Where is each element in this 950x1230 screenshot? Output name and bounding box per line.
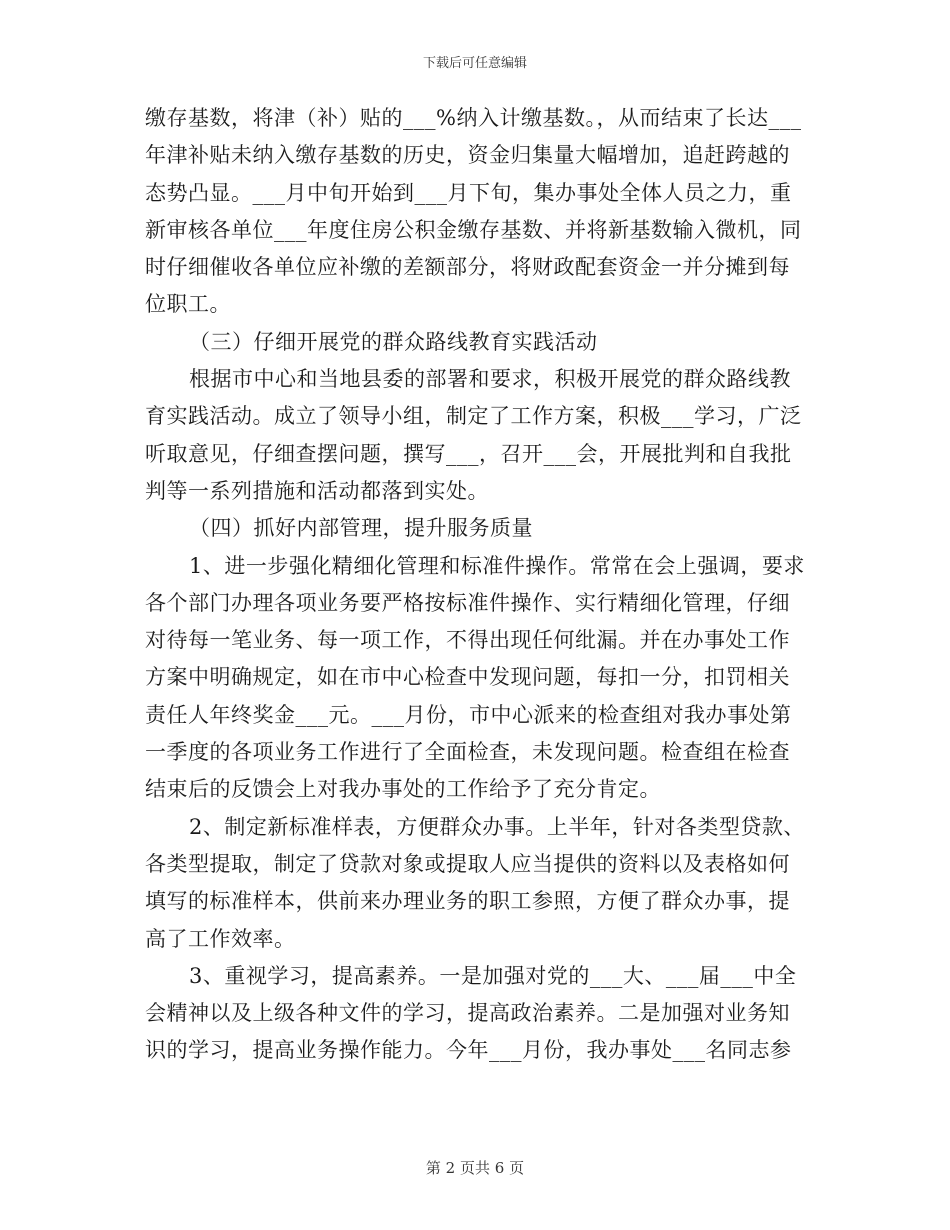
paragraph-standard-forms (145, 809, 813, 958)
text-line: 会精神以及上级各种文件的学习，提高政治素养。二是加强对业务知 (145, 1001, 790, 1026)
section-heading-4 (145, 510, 813, 547)
text-line: 根据市中心和当地县委的部署和要求，积极开展党的群众路线教 (189, 367, 791, 392)
text-line: 判等一系列措施和活动都落到实处。 (145, 478, 489, 503)
text-line: 结束后的反馈会上对我办事处的工作给予了充分肯定。 (145, 777, 661, 802)
text-line: 各个部门办理各项业务要严格按标准件操作、实行精细化管理，仔细 (145, 590, 790, 615)
text-line: 2、制定新标准样表，方便群众办事。上半年，针对各类型贷款、 (189, 814, 805, 839)
text-line: 方案中明确规定，如在市中心检查中发现问题，每扣一分，扣罚相关 (145, 665, 790, 690)
text-line: 一季度的各项业务工作进行了全面检查，未发现问题。检查组在检查 (145, 740, 790, 765)
text-line: 育实践活动。成立了领导小组，制定了工作方案，积极___学习，广泛 (145, 404, 802, 429)
text-line: 高了工作效率。 (145, 926, 296, 951)
text-line: 新审核各单位___年度住房公积金缴存基数、并将新基数输入微机，同 (145, 217, 802, 242)
text-line: 缴存基数，将津（补）贴的___%纳入计缴基数。，从而结束了长达___ (145, 106, 802, 130)
text-line: 识的学习，提高业务操作能力。今年___月份，我办事处___名同志参 (145, 1038, 792, 1063)
heading-line: （三）仔细开展党的群众路线教育实践活动 (189, 329, 598, 354)
text-line: 态势凸显。___月中旬开始到___月下旬，集办事处全体人员之力，重 (145, 180, 792, 205)
paragraph-contribution-base (145, 100, 813, 324)
section-heading-3 (145, 324, 813, 361)
text-line: 1、进一步强化精细化管理和标准件操作。常常在会上强调，要求 (189, 553, 805, 578)
text-line: 位职工。 (145, 292, 231, 317)
text-line: 听取意见，仔细查摆问题，撰写___，召开___会，开展批判和自我批 (145, 441, 792, 466)
text-line: 填写的标准样本，供前来办理业务的职工参照，方便了群众办事，提 (145, 889, 790, 914)
text-line: 年津补贴未纳入缴存基数的历史，资金归集量大幅增加，追赶跨越的 (145, 143, 790, 168)
text-line: 各类型提取，制定了贷款对象或提取人应当提供的资料以及表格如何 (145, 851, 790, 876)
text-line: 责任人年终奖金___元。___月份，市中心派来的检查组对我办事处第 (145, 702, 792, 727)
page-header: 下载后可任意编辑 (422, 56, 527, 71)
heading-line: （四）抓好内部管理，提升服务质量 (189, 516, 533, 541)
paragraph-study (145, 958, 813, 1070)
text-line: 3、重视学习，提高素养。一是加强对党的___大、___届___中全 (189, 963, 797, 988)
text-line: 时仔细催收各单位应补缴的差额部分，将财政配套资金一并分摊到每 (145, 255, 790, 280)
paragraph-education-practice (145, 361, 813, 510)
document-body (145, 100, 813, 1070)
page-footer: 第 2 页共 6 页 (425, 1159, 525, 1177)
paragraph-fine-management (145, 548, 813, 809)
text-line: 对待每一笔业务、每一项工作，不得出现任何纰漏。并在办事处工作 (145, 628, 790, 653)
